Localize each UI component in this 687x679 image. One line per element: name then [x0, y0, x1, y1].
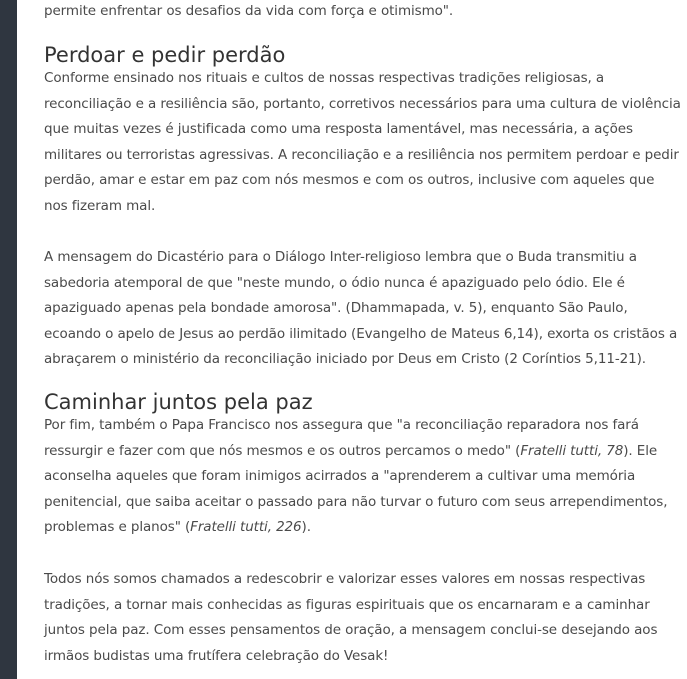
- paragraph-caminhar-2: Todos nós somos chamados a redescobrir e valorizar esses valores em nossas respectivas tradições, a tornar mais conhecidas as figuras espirituais que os encarnaram e a caminhar juntos pela paz. Com esses pensamentos de oração, a mensagem conclui-se desejando aos irmãos budistas uma frutífera celebração do Vesak!: [44, 571, 658, 664]
- section-heading-perdoar: Perdoar e pedir perdão: [44, 43, 286, 67]
- paragraph-perdoar-1: Conforme ensinado nos rituais e cultos de nossas respectivas tradições religiosas, a reconciliação e a resiliência são, portanto, corretivos necessários para uma cultura de violência que muitas vezes é justificada como uma resposta lamentável, mas necessária, a ações militares ou terroristas agressivas. A reconciliação e a resiliência nos permitem perdoar e pedir perdão, amar e estar em paz com nós mesmos e com os outros, inclusive com aqueles que nos fizeram mal.: [44, 70, 681, 214]
- section-heading-caminhar: Caminhar juntos pela paz: [44, 390, 313, 414]
- intro-paragraph-tail: permite enfrentar os desafios da vida com força e otimismo".: [44, 3, 454, 19]
- citation-fratelli-tutti-226: Fratelli tutti, 226: [190, 519, 302, 535]
- paragraph-perdoar-2: A mensagem do Dicastério para o Diálogo Inter-religioso lembra que o Buda transmitiu a sabedoria atemporal de que "neste mundo, o ódio nunca é apaziguado pelo ódio. Ele é apaziguado apenas pela bondade amorosa". (Dhammapada, v. 5), enquanto São Paulo, ecoando o apelo de Jesus ao perdão ilimitado (Evangelho de Mateus 6,14), exorta os cristãos a abraçarem o ministério da reconciliação iniciado por Deus em Cristo (2 Coríntios 5,11-21).: [44, 249, 678, 367]
- citation-fratelli-tutti-78: Fratelli tutti, 78: [520, 442, 624, 459]
- paragraph-caminhar-1: Por fim, também o Papa Francisco nos assegura que "a reconciliação reparadora nos fará ressurgir e fazer com que nós mesmos e os outros percamos o medo" (Fratelli tutti, 78). Ele aconselha aqueles que foram inimigos acirrados a "aprenderem a cultivar uma memória penitencial, que saiba aceitar o passado para não turvar o futuro com seus arrependimentos, problemas e planos" (Fratelli tutti, 226).: [44, 417, 668, 535]
- left-sidebar-bar: [0, 0, 17, 679]
